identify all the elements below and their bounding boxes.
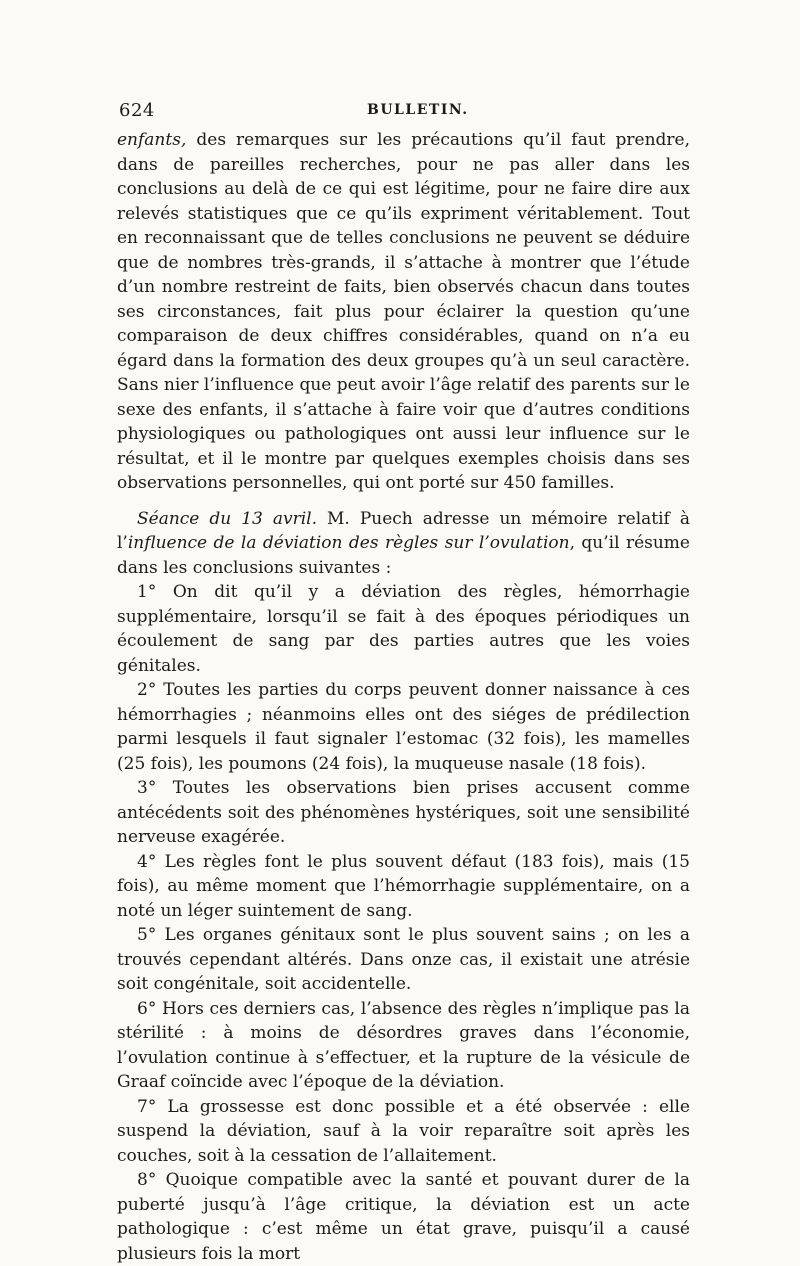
memoir-title: influence de la déviation des règles sur l’ovulation [127,533,570,553]
page-body [117,128,690,1266]
conclusion-7: 7° La grossesse est donc possible et a été observée : elle suspend la déviation, sauf à la voir reparaître soit après les couches, soit à la cessation de l’allaitement. [117,1096,690,1166]
page-header [119,100,690,126]
conclusion-6: 6° Hors ces derniers cas, l’absence des règles n’implique pas la stérilité : à moins de désordres graves dans l’économie, l’ovulation continue à s’effectuer, et la rupture de la vésicule de Graaf coïncide avec l’époque de la déviation. [117,998,690,1092]
conclusion-1: 1° On dit qu’il y a déviation des règles, hémorrhagie supplémentaire, lorsqu’il se fait à des époques périodiques un écoulement de sang par des parties autres que les voies génitales. [117,582,690,676]
paragraph-1 [117,128,690,496]
meeting-paragraph [117,507,690,581]
paragraph-lead: enfants, [117,130,187,150]
conclusion-4: 4° Les règles font le plus souvent défaut (183 fois), mais (15 fois), au même moment que l’hémorrhagie supplémentaire, on a noté un léger suintement de sang. [117,851,690,921]
meeting-text-before: M. Puech adresse un mémoire relatif à l’ [117,508,690,553]
section-gap [117,496,690,507]
conclusion-2: 2° Toutes les parties du corps peuvent donner naissance à ces hémorrhagies ; néanmoins elles ont des siéges de prédilection parmi lesquels il faut signaler l’estomac (32 fois), les mamelles (25 fois), les poumons (24 fois), la muqueuse nasale (18 fois). [117,680,690,774]
conclusion-5: 5° Les organes génitaux sont le plus souvent sains ; on les a trouvés cependant altérés. Dans onze cas, il existait une atrésie soit congénitale, soit accidentelle. [117,925,690,994]
paragraph-text: des remarques sur les précautions qu’il faut prendre, dans de pareilles recherches, pour ne pas aller dans les conclusions au delà de ce qui est légitime, pour ne faire dire aux relevés statistiques que ce qu’ils expriment véritablement. Tout en reconnaissant que de telles conclusions ne peuvent se déduire que de nombres très-grands, il s’attache à montrer que l’étude d’un nombre restreint de faits, bien observés chacun dans toutes ses circonstances, fait plus pour éclairer la question qu’une comparaison de deux chiffres considérables, quand on n’a eu égard dans la formation des deux groupes qu’à un seul caractère. Sans nier l’influence que peut avoir l’âge relatif des parents sur le sexe des enfants, il s’attache à faire voir que d’autres conditions physiologiques ou pathologiques ont aussi leur influence sur le résultat, et il le montre par quelques exemples choisis dans ses observations personnelles, qui ont porté sur 450 familles. [117,130,690,493]
meeting-text-after: , qu’il résume dans les conclusions suivantes : [117,533,690,578]
running-title: BULLETIN. [367,102,469,118]
conclusion-8: 8° Quoique compatible avec la santé et pouvant durer de la puberté jusqu’à l’âge critique, la déviation est un acte pathologique : c’est même un état grave, puisqu’il a causé plusieurs fois la mort [117,1170,690,1264]
conclusion-3: 3° Toutes les observations bien prises accusent comme antécédents soit des phénomènes hystériques, soit une sensibilité nerveuse exagérée. [117,778,690,847]
page-number: 624 [119,100,155,121]
meeting-date: Séance du 13 avril. [137,508,317,529]
